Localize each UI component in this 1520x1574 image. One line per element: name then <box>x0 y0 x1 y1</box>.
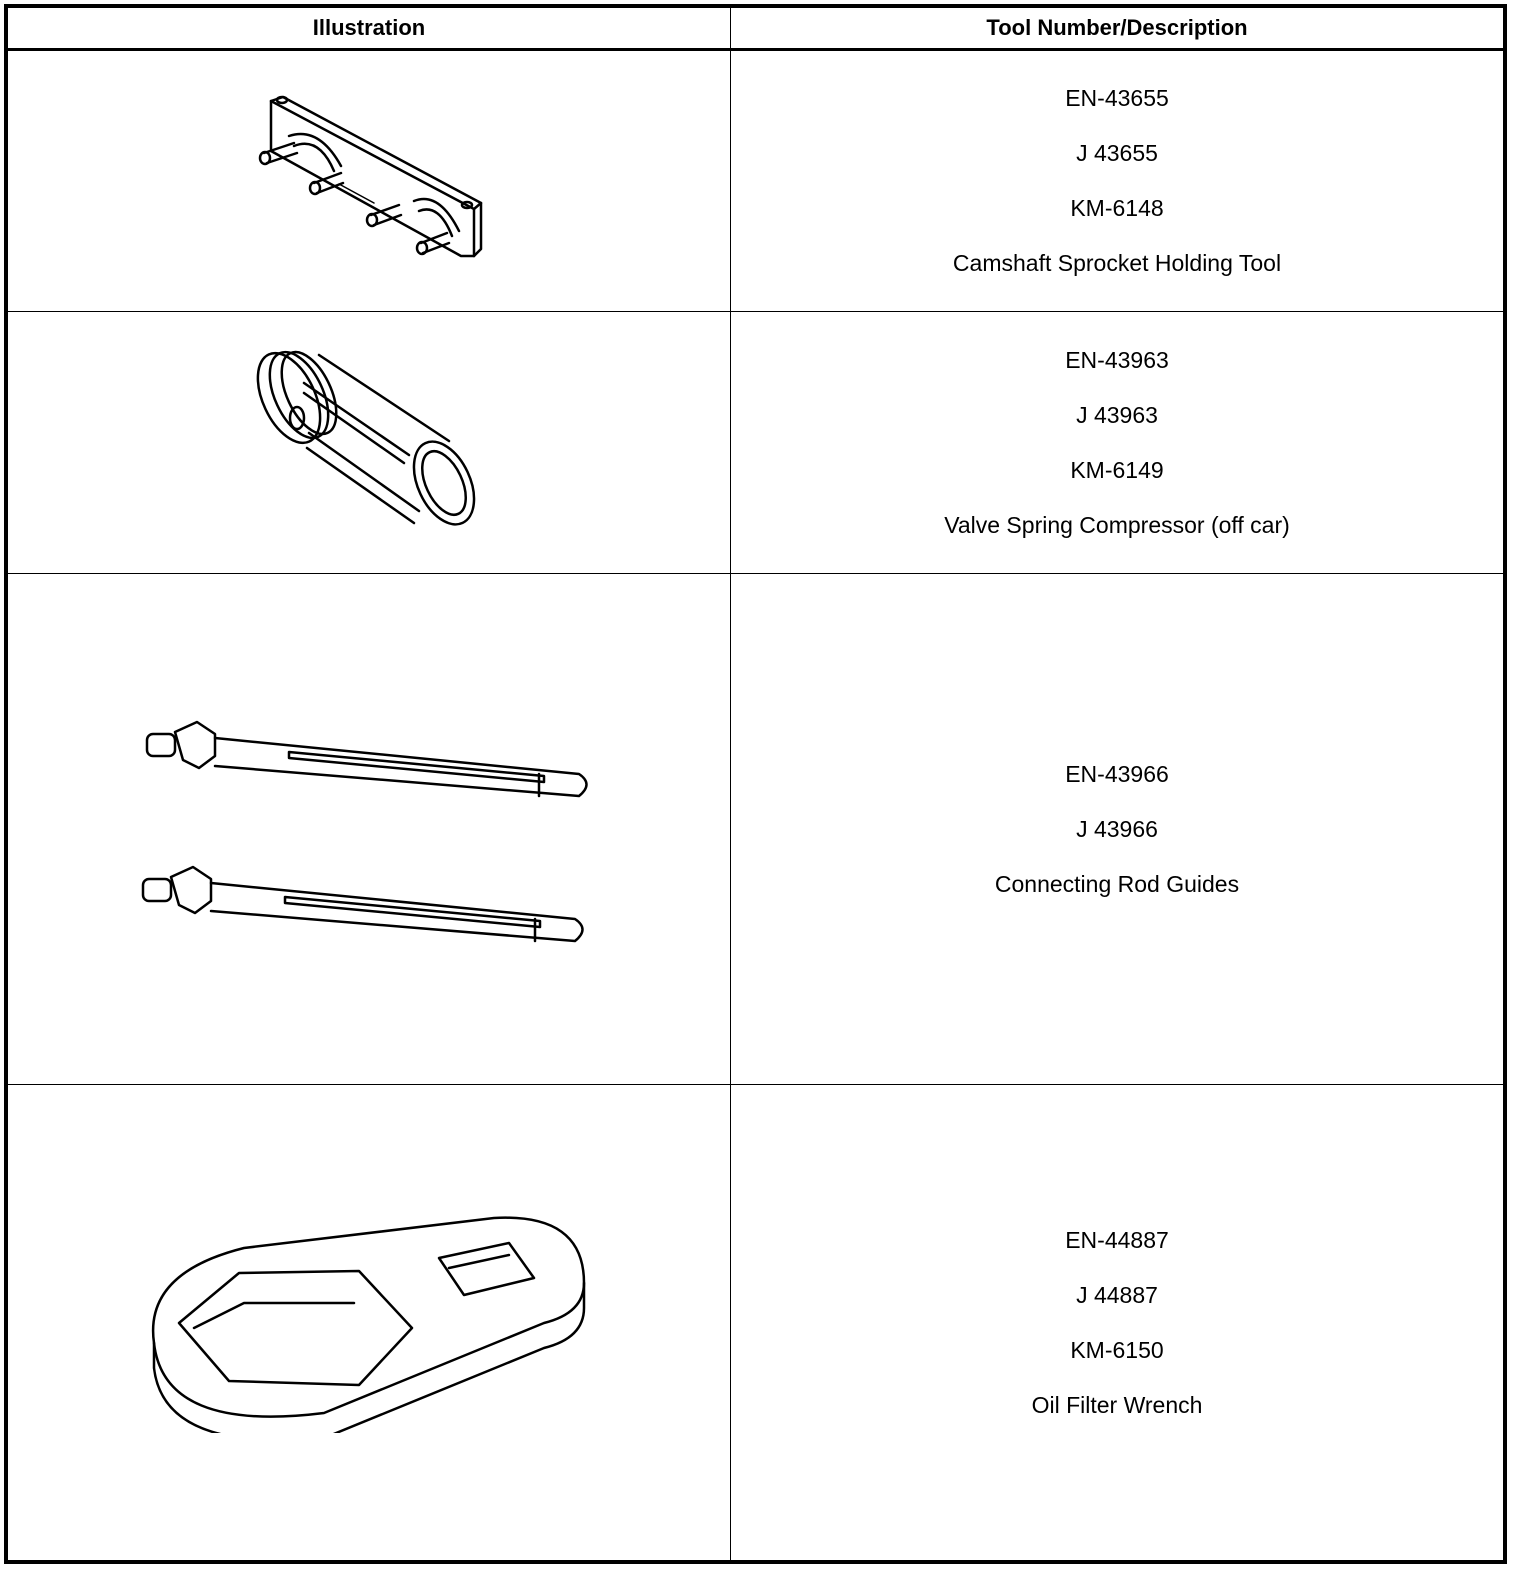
table-row <box>6 1085 1505 1563</box>
tool-number-km: KM-6148 <box>1070 195 1164 221</box>
tool-description-cell <box>731 1085 1506 1563</box>
header-tool-description: Tool Number/Description <box>731 6 1506 50</box>
tool-number-en: EN-43966 <box>1065 760 1169 787</box>
tool-number-j: J 44887 <box>1076 1281 1158 1308</box>
tool-number-en: EN-43655 <box>1065 85 1169 111</box>
special-tools-table <box>4 4 1507 1564</box>
header-row <box>6 6 1505 50</box>
tool-description: Camshaft Sprocket Holding Tool <box>952 250 1282 276</box>
illustration-cell <box>6 312 731 574</box>
connecting-rod-guides-illustration <box>139 704 599 954</box>
tool-number-en: EN-44887 <box>1065 1226 1169 1253</box>
illustration-cell <box>6 574 731 1085</box>
valve-spring-compressor-illustration <box>249 343 489 543</box>
tool-number-km: KM-6149 <box>1070 456 1164 483</box>
tool-description-cell <box>731 50 1506 312</box>
tool-description: Valve Spring Compressor (off car) <box>944 511 1290 538</box>
tool-number-en: EN-43963 <box>1065 346 1169 373</box>
oil-filter-wrench-illustration <box>144 1213 594 1433</box>
table-row <box>6 312 1505 574</box>
illustration-cell <box>6 1085 731 1563</box>
illustration-cell <box>6 50 731 312</box>
header-illustration: Illustration <box>6 6 731 50</box>
table-row <box>6 574 1505 1085</box>
tool-description: Connecting Rod Guides <box>994 870 1240 897</box>
tool-description-cell <box>731 312 1506 574</box>
table-row <box>6 50 1505 312</box>
camshaft-sprocket-holding-tool-illustration <box>249 91 489 271</box>
tool-description: Oil Filter Wrench <box>1031 1391 1203 1418</box>
tool-number-j: J 43963 <box>1076 401 1158 428</box>
tool-number-km: KM-6150 <box>1070 1336 1164 1363</box>
tool-description-cell <box>731 574 1506 1085</box>
tool-number-j: J 43655 <box>1076 140 1158 166</box>
tool-number-j: J 43966 <box>1076 815 1158 842</box>
